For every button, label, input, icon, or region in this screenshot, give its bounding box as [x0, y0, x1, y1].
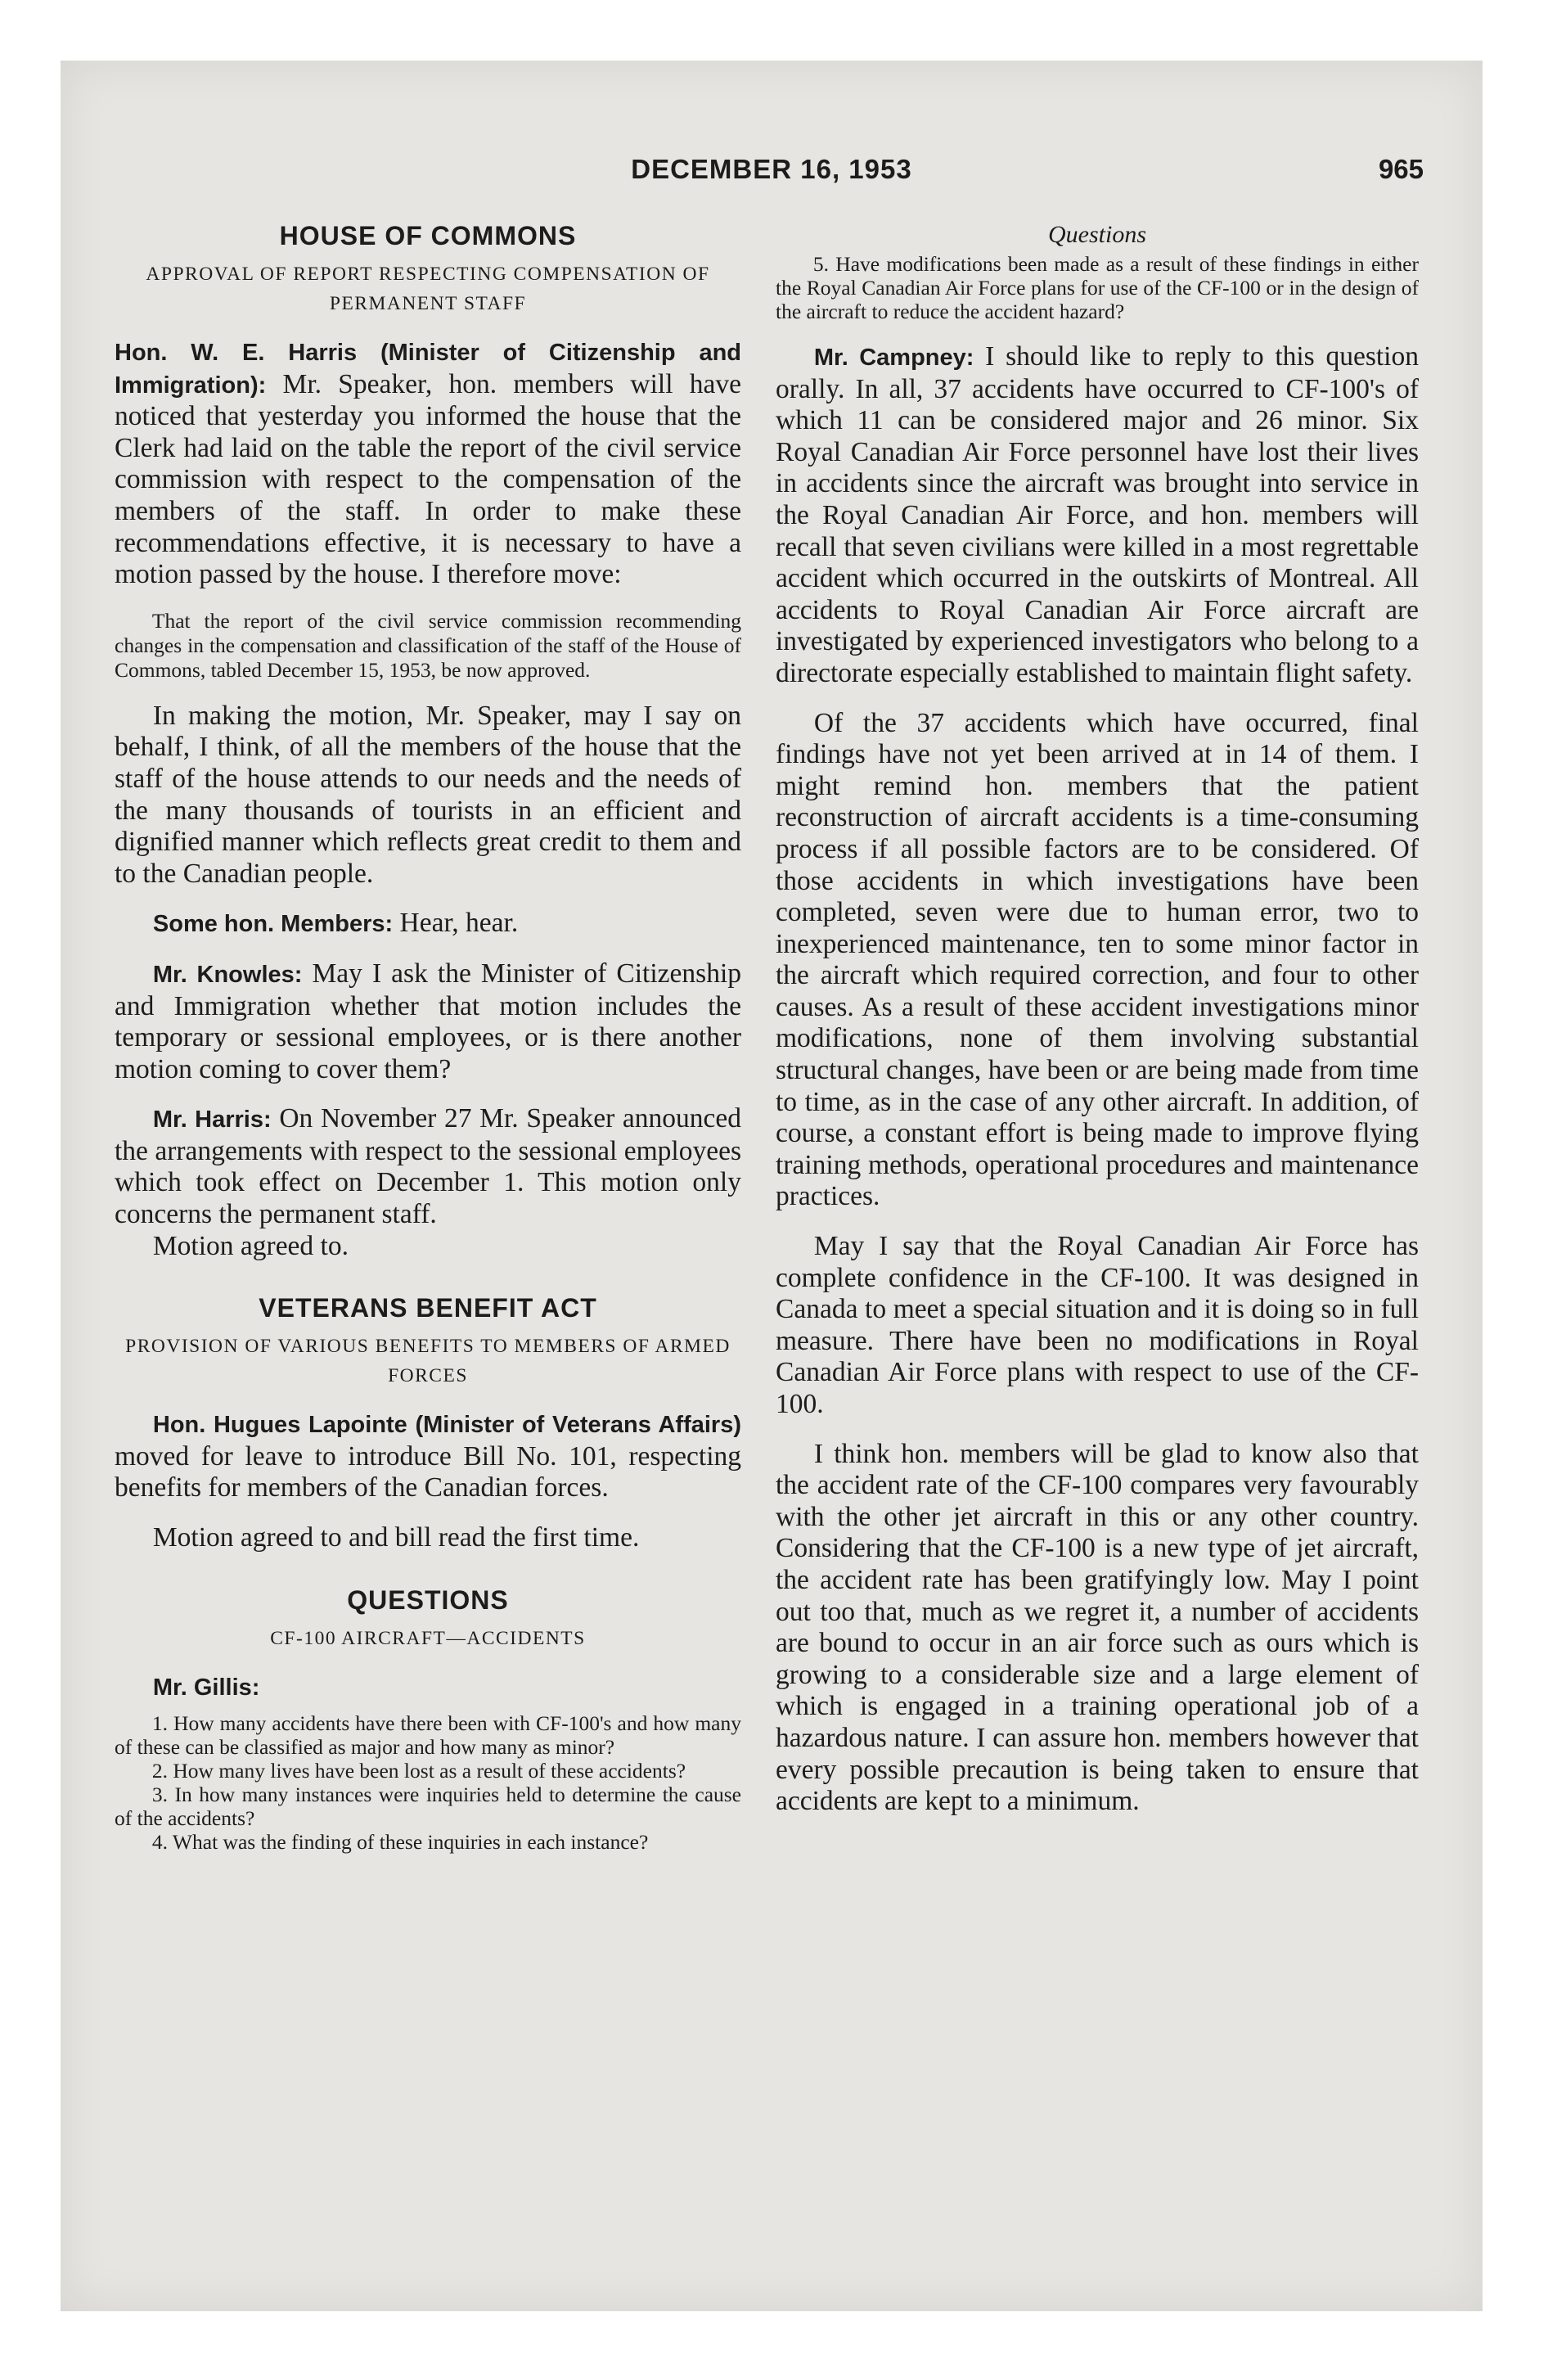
lapointe-text: moved for leave to introduce Bill No. 101, respecting benefits for members of the Canadian forces. [115, 1440, 741, 1503]
veterans-heading: VETERANS BENEFIT ACT [259, 1293, 597, 1323]
cf100-subheading: CF-100 AIRCRAFT—ACCIDENTS [270, 1627, 586, 1649]
speaker-gillis: Mr. Gillis: [152, 1674, 260, 1701]
harris-paragraph [115, 336, 741, 591]
question-list [115, 1711, 741, 1854]
members-paragraph [115, 908, 741, 940]
question-item: 2. How many lives have been lost as a result of these accidents? [151, 1759, 686, 1783]
house-of-commons-heading: HOUSE OF COMMONS [279, 221, 577, 250]
motion-agreed: Motion agreed to. [152, 1230, 349, 1261]
speaker-harris: Hon. W. E. Harris (Minister of Citizenship and Immigration): [115, 340, 741, 399]
header-date: DECEMBER 16, 1953 [631, 154, 912, 184]
bill-read: Motion agreed to and bill read the first time. [152, 1522, 640, 1553]
compensation-subheading: APPROVAL OF REPORT RESPECTING COMPENSATION OF PERMANENT STAFF [146, 264, 710, 314]
questions-label: Questions [1048, 221, 1146, 248]
left-column [115, 221, 741, 1854]
question-item: 3. In how many instances were inquiries held to determine the cause of the accidents? [115, 1783, 741, 1831]
speaker-knowles: Mr. Knowles: [152, 961, 303, 988]
lapointe-paragraph [115, 1409, 741, 1504]
question-5-block [776, 252, 1419, 323]
campney-text-1: I should like to reply to this question orally. In all, 37 accidents have occurred to CF-100's of which 11 can be considered major and 26 minor. Six Royal Canadian Air Force personnel have lost their lives in accidents since the aircraft was brought into service in the Royal Canadian Air Force, and hon. members will recall that seven civilians were killed in a most regrettable accident which occurred in the outskirts of Montreal. All accidents to Royal Canadian Air Force aircraft are investigated by experienced investigators who belong to a directorate especially established to maintain flight safety. [776, 341, 1419, 688]
gillis-paragraph [115, 1671, 741, 1704]
members-text: Hear, hear. [399, 908, 519, 939]
campney-paragraph-2: Of the 37 accidents which have occurred, final findings have not yet been arrived at in 14 of them. I might remind hon. members that the patient reconstruction of aircraft accidents is a time-consuming process if all possible factors are to be considered. Of those accidents in which investigations have been completed, seven were due to human error, two to inexperienced maintenance, ten to some minor factor in the aircraft which required correction, and four to other causes. As a result of these accident investigations minor modifications, none of them involving substantial structural changes, have been or are being made from time to time, as in the case of any other aircraft. In addition, of course, a constant effort is being made to improve flying training methods, operational procedures and maintenance practices. [776, 707, 1419, 1212]
right-column [776, 221, 1419, 1818]
question-item: 4. What was the finding of these inquiries in each instance? [151, 1830, 649, 1855]
harris-text: Mr. Speaker, hon. members will have noticed that yesterday you informed the house that the Clerk had laid on the table the report of the civil service commission with respect to the compensation of the members of the staff. In order to make these recommendations effective, it is necessary to have a motion passed by the house. I therefore move: [115, 368, 742, 590]
speaker-members: Some hon. Members: [152, 911, 394, 938]
speaker-campney: Mr. Campney: [813, 345, 974, 371]
speaker-lapointe: Hon. Hugues Lapointe (Minister of Veterans Affairs) [152, 1412, 741, 1439]
question-item: 5. Have modifications been made as a result of these findings in either the Royal Canadian Air Force plans for use of the CF-100 or in the design of the aircraft to reduce the accident hazard? [776, 252, 1419, 323]
question-item: 1. How many accidents have there been with CF-100's and how many of these can be classified as major and how many as minor? [115, 1711, 741, 1760]
harris2-text: On November 27 Mr. Speaker announced the arrangements with respect to the sessional employees which took effect on December 1. This motion only concerns the permanent staff. [115, 1103, 742, 1230]
campney-paragraph-1 [776, 341, 1419, 690]
header-page-number: 965 [1378, 154, 1424, 184]
motion-text: That the report of the civil service commission recommending changes in the compensation and classification of the staff of the House of Commons, tabled December 15, 1953, be now approved. [115, 608, 741, 682]
campney-paragraph-4: I think hon. members will be glad to know also that the accident rate of the CF-100 compares very favourably with the other jet aircraft in this or any other country. Considering that the CF-100 is a new type of jet aircraft, the accident rate has been gratifyingly low. May I point out too that, much as we regret it, a number of accidents are bound to occur in an air force such as ours which is growing to a considerable size and a large element of which is engaged in a training operational job of a hazardous nature. I can assure hon. members however that every possible precaution is being taken to ensure that accidents are kept to a minimum. [776, 1438, 1419, 1817]
veterans-subheading: PROVISION OF VARIOUS BENEFITS TO MEMBERS OF ARMED FORCES [125, 1336, 731, 1387]
campney-paragraph-3: May I say that the Royal Canadian Air Force has complete confidence in the CF-100. It was designed in Canada to meet a special situation and it is doing so in full measure. There have been no modifications in Royal Canadian Air Force plans with respect to use of the CF-100. [776, 1231, 1419, 1419]
knowles-text: May I ask the Minister of Citizenship and Immigration whether that motion includes the temporary or sessional employees, or is there another motion coming to cover them? [115, 958, 742, 1084]
harris2-paragraph [115, 1103, 741, 1230]
page-header [61, 154, 1483, 195]
speaker-harris-2: Mr. Harris: [152, 1107, 272, 1134]
knowles-paragraph [115, 958, 741, 1085]
questions-heading: QUESTIONS [347, 1584, 509, 1615]
harris-paragraph-2: In making the motion, Mr. Speaker, may I say on behalf, I think, of all the members of the house that the staff of the house attends to our needs and the needs of the many thousands of tourists in an efficient and dignified manner which reflects great credit to them and to the Canadian people. [115, 700, 741, 889]
